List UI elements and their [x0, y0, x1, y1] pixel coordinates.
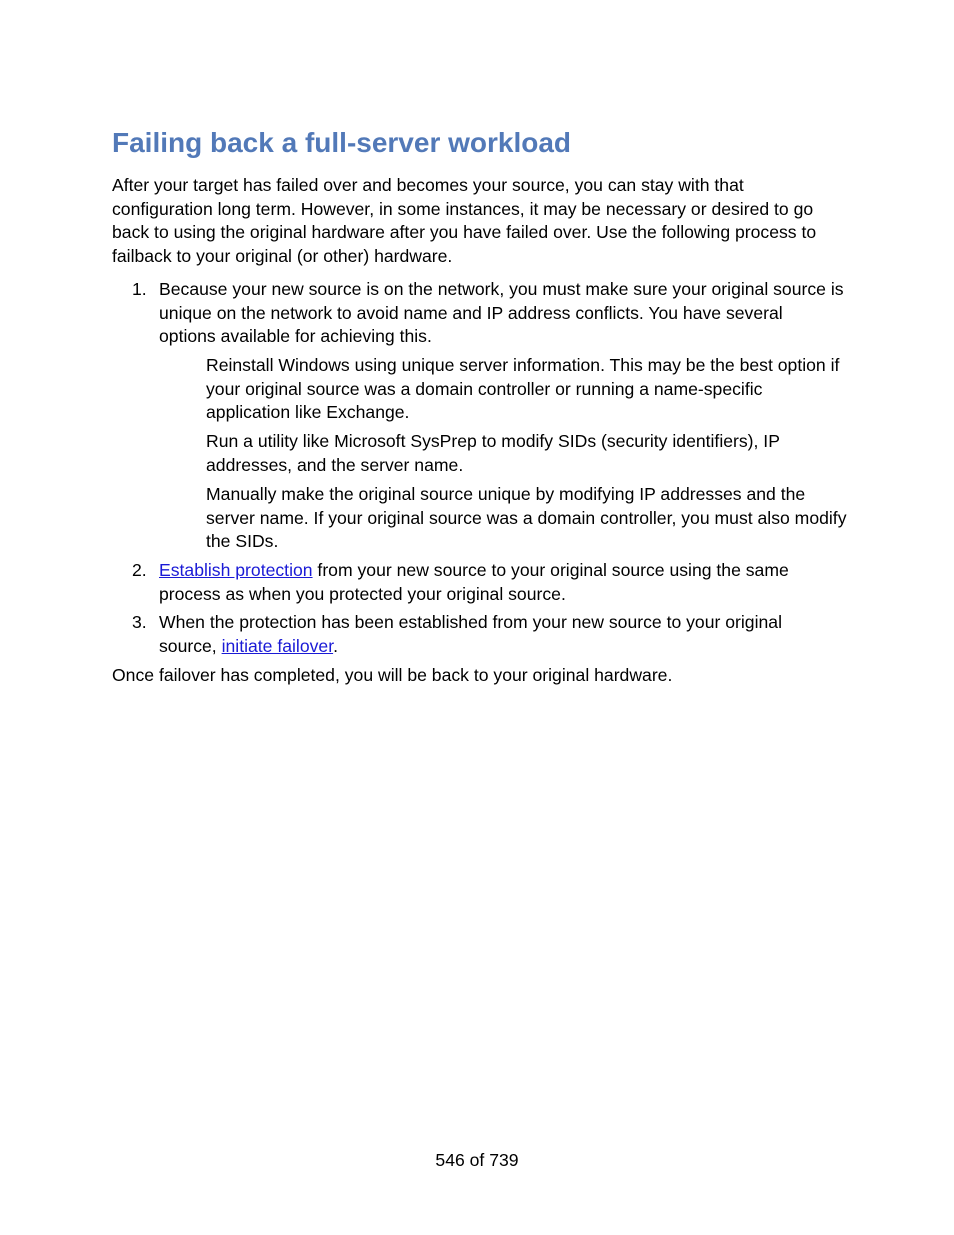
step-text: Because your new source is on the network, you must make sure your original source is unique on the network to avoid name and IP address conflicts. You have several options available for achieving this.	[159, 279, 844, 346]
intro-paragraph: After your target has failed over and becomes your source, you can stay with that configuration long term. However, in some instances, it may be necessary or desired to go back to using the original hardware after you have failed over. Use the following process to failback to your original (or other) hardware.	[112, 175, 817, 266]
page-number: 546 of 739	[435, 1150, 519, 1170]
step-3	[112, 611, 842, 659]
establish-protection-link[interactable]: Establish protection	[159, 560, 313, 580]
step-text	[159, 559, 844, 606]
option-reinstall-windows: Reinstall Windows using unique server information. This may be the best option if your original source was a domain controller or running a name-specific application like Exchange.	[206, 355, 840, 422]
initiate-failover-link[interactable]: initiate failover	[221, 635, 334, 656]
option-run-sysprep: Run a utility like Microsoft SysPrep to modify SIDs (security identifiers), IP addresses, and the server name.	[206, 431, 780, 475]
closing-paragraph: Once failover has completed, you will be back to your original hardware.	[112, 665, 673, 685]
step-text-rest: from your new source to your original source using the same process as when you protected your original source.	[159, 560, 789, 604]
step-2	[112, 559, 842, 607]
option-manual-unique: Manually make the original source unique by modifying IP addresses and the server name. If your original source was a domain controller, you must also modify the SIDs.	[206, 484, 847, 551]
step-text	[159, 611, 844, 658]
step-1	[112, 278, 842, 350]
step-number: 1.	[132, 279, 147, 299]
step-text-end: .	[333, 635, 338, 656]
step-number: 3.	[132, 612, 147, 632]
page-title: Failing back a full-server workload	[112, 127, 572, 158]
step-text-lead: When the protection has been established from your new source to your original source,	[159, 612, 782, 656]
step-number: 2.	[132, 560, 147, 580]
